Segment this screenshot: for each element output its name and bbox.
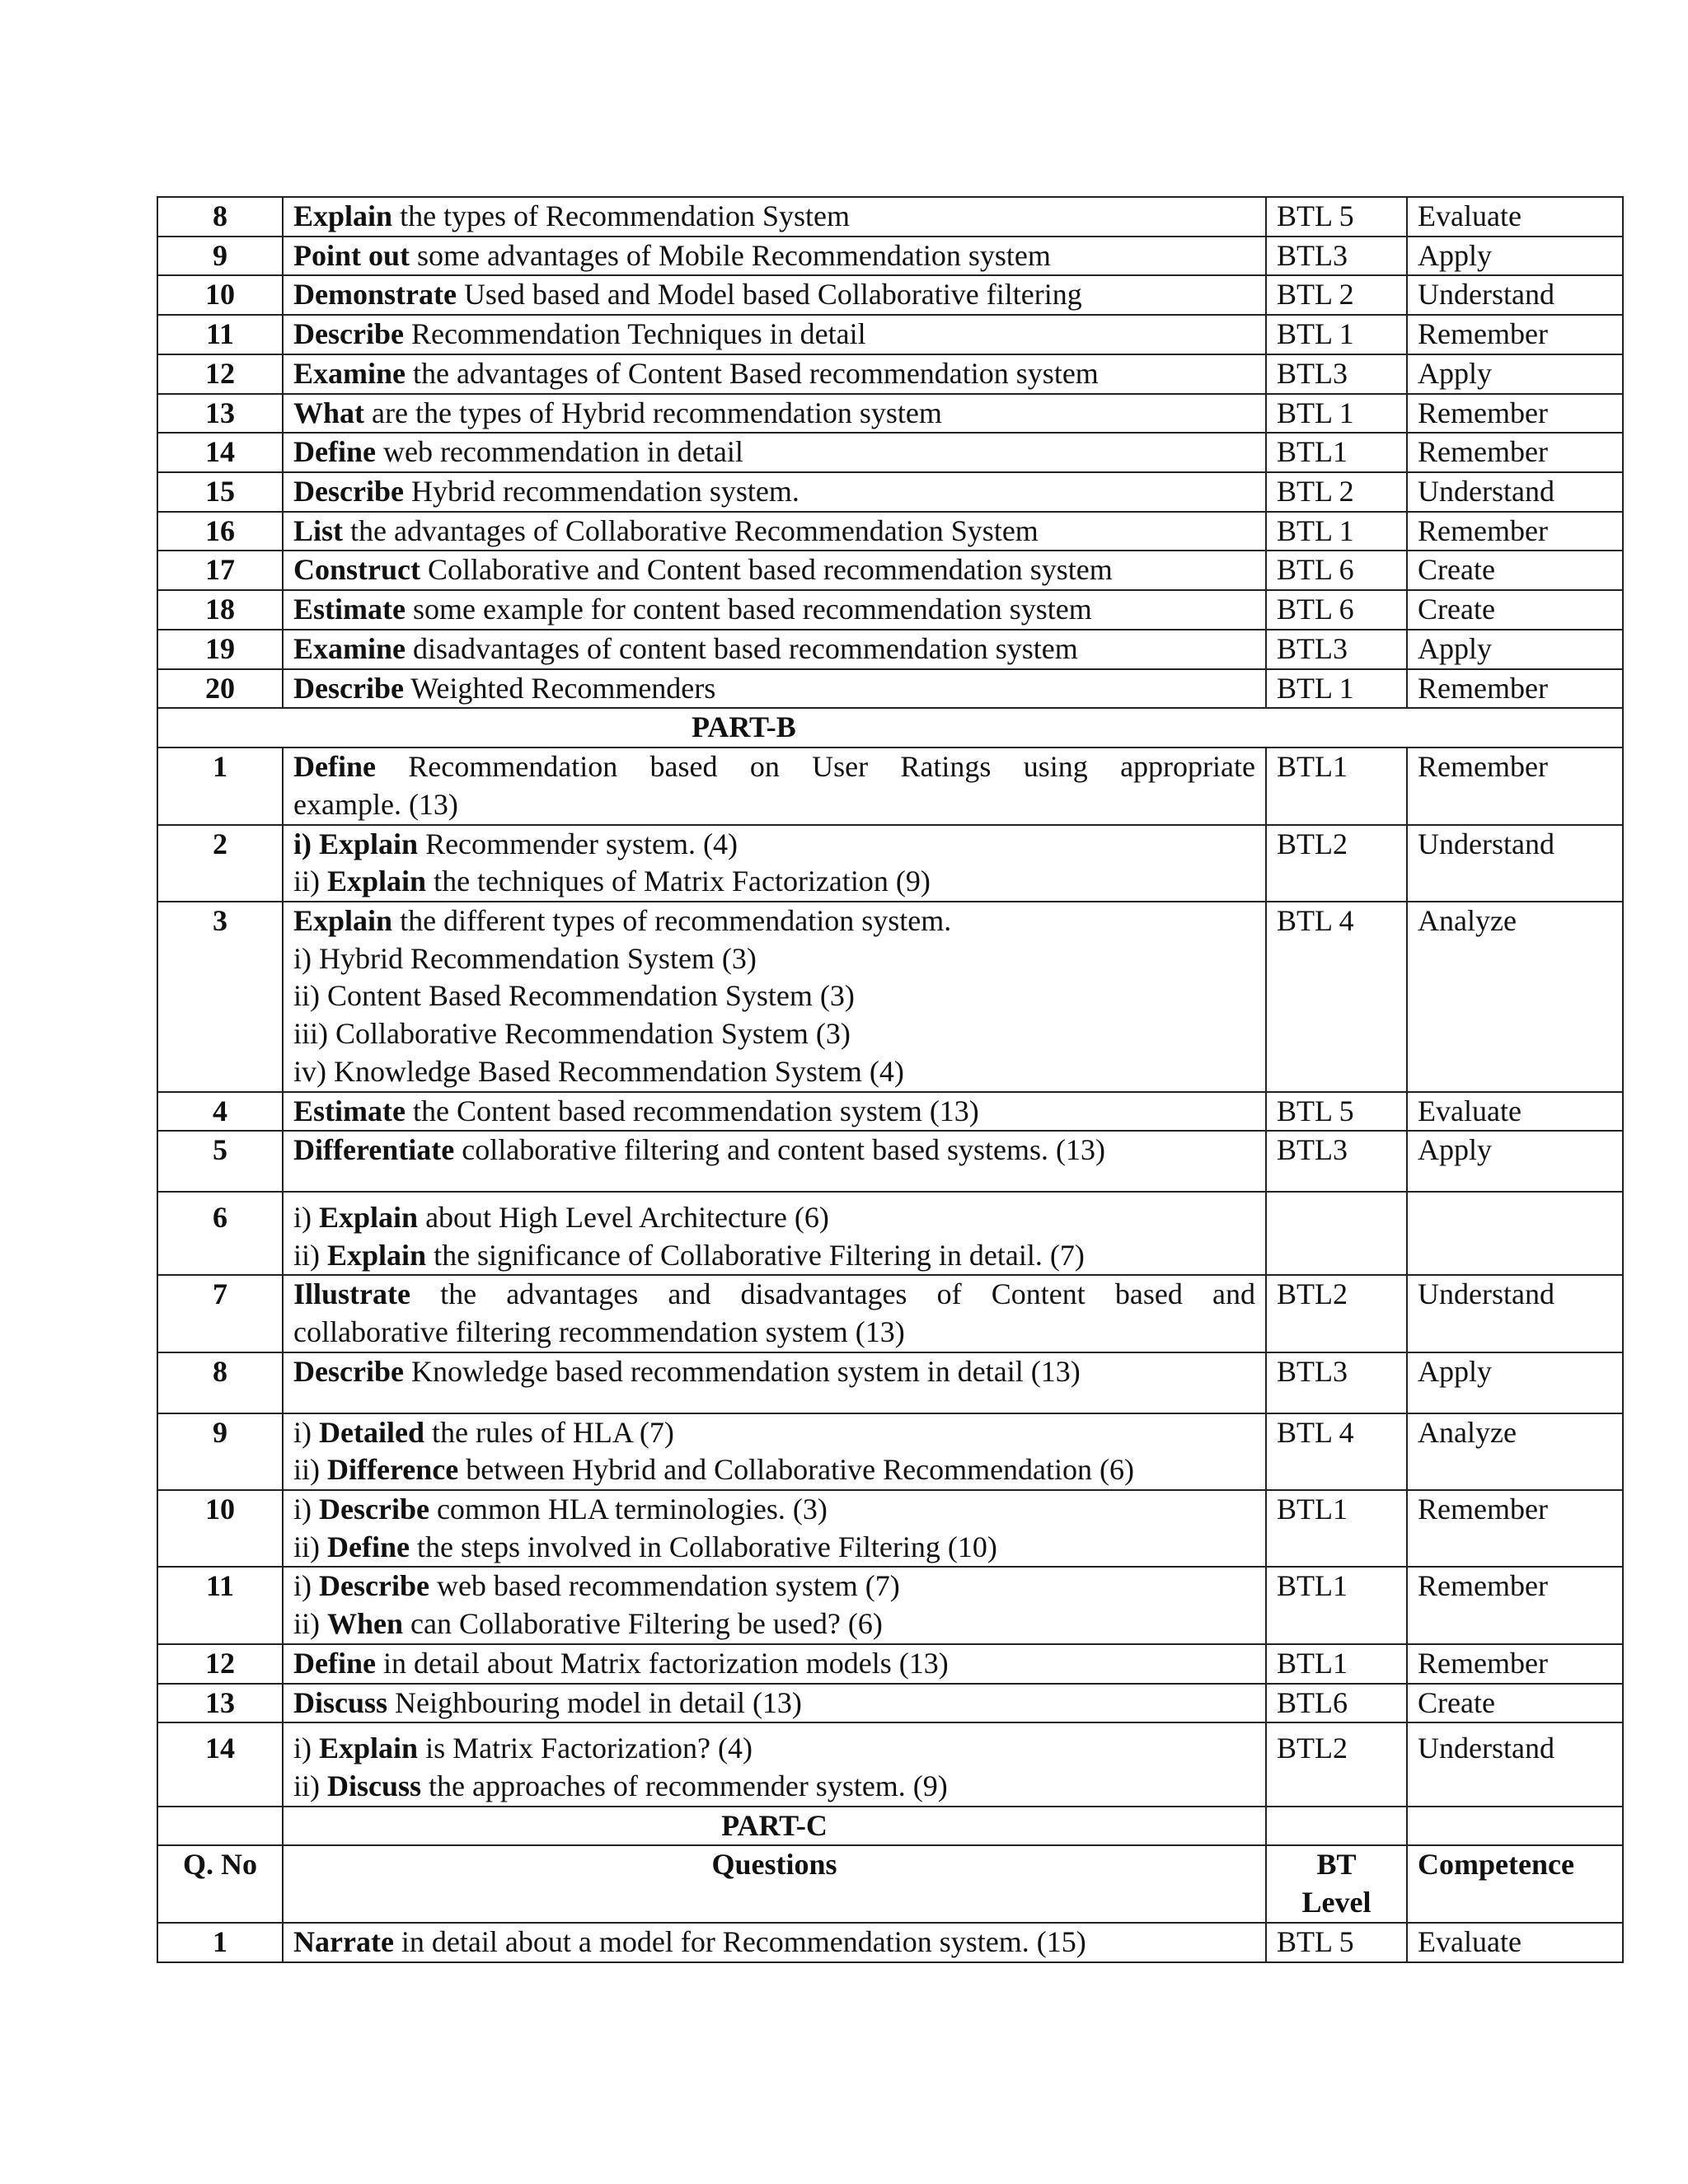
question-line (293, 1768, 1255, 1806)
question-number: 12 (157, 354, 283, 394)
question-rest: can Collaborative Filtering be used? (6) (403, 1607, 883, 1641)
question-prefix: i) (293, 1732, 319, 1765)
question-number: 10 (157, 1490, 283, 1567)
table-row (157, 1092, 1623, 1132)
question-number: 9 (157, 237, 283, 276)
question-text (283, 197, 1266, 237)
question-rest: example. (13) (293, 787, 458, 821)
question-verb: Define (327, 1530, 410, 1563)
competence: Apply (1407, 630, 1623, 669)
question-prefix: ii) (293, 1453, 327, 1487)
question-verb: Describe (293, 317, 404, 351)
question-line (293, 1132, 1255, 1169)
header-competence: Competence (1407, 1845, 1623, 1922)
bt-level: BTL 1 (1266, 669, 1407, 709)
competence: Apply (1407, 354, 1623, 394)
competence: Apply (1407, 1352, 1623, 1413)
competence: Understand (1407, 1275, 1623, 1352)
question-number: 9 (157, 1413, 283, 1490)
question-line (293, 1924, 1255, 1961)
bt-level: BTL3 (1266, 1131, 1407, 1192)
question-verb: Discuss (327, 1769, 422, 1803)
question-verb: Describe (319, 1569, 429, 1603)
question-text (283, 748, 1266, 824)
part-b-heading-row (157, 708, 1623, 748)
question-rest: in detail about Matrix factorization models (13) (375, 1646, 949, 1680)
bt-level: BTL 5 (1266, 197, 1407, 237)
question-line (293, 1491, 1255, 1529)
part-c-title: PART-C (721, 1808, 828, 1842)
table-row (157, 472, 1623, 512)
question-text (283, 1567, 1266, 1643)
table-row (157, 590, 1623, 630)
question-rest: the approaches of recommender system. (9) (421, 1769, 948, 1803)
question-number: 15 (157, 472, 283, 512)
question-number: 7 (157, 1275, 283, 1352)
question-verb: Explain (293, 903, 393, 937)
table-row (157, 1684, 1623, 1723)
competence: Understand (1407, 472, 1623, 512)
header-questions: Questions (283, 1845, 1266, 1922)
question-rest: between Hybrid and Collaborative Recommendation (6) (458, 1453, 1135, 1487)
competence: Remember (1407, 1567, 1623, 1643)
bt-level: BTL2 (1266, 825, 1407, 902)
competence: Remember (1407, 1644, 1623, 1684)
question-line (293, 1529, 1255, 1567)
question-rest: i) Hybrid Recommendation System (3) (293, 941, 757, 975)
question-text (283, 825, 1266, 902)
table-row (157, 354, 1623, 394)
question-verb: Explain (293, 199, 393, 232)
question-verb: Illustrate (293, 1277, 410, 1311)
question-verb: Describe (293, 475, 404, 509)
bt-level: BTL 2 (1266, 472, 1407, 512)
competence: Evaluate (1407, 1923, 1623, 1962)
question-number: 5 (157, 1131, 283, 1192)
question-text (283, 1923, 1266, 1962)
question-text (283, 275, 1266, 315)
question-verb: Explain (327, 865, 427, 898)
question-rest: common HLA terminologies. (3) (429, 1493, 828, 1526)
bt-level: BTL 6 (1266, 590, 1407, 630)
question-number: 16 (157, 512, 283, 551)
table-row (157, 1567, 1623, 1643)
question-line (293, 591, 1255, 629)
competence: Apply (1407, 1131, 1623, 1192)
question-number: 4 (157, 1092, 283, 1132)
question-line (293, 670, 1255, 708)
question-rest: the techniques of Matrix Factorization (9) (426, 865, 931, 898)
question-prefix: i) (293, 1200, 319, 1234)
question-rest: iv) Knowledge Based Recommendation System (4) (293, 1054, 904, 1088)
question-text (283, 1352, 1266, 1413)
question-line (293, 1053, 1255, 1091)
part-c-heading-cell (283, 1807, 1266, 1846)
question-line (293, 863, 1255, 901)
question-rest: the steps involved in Collaborative Filtering (10) (409, 1530, 997, 1563)
question-rest: collaborative filtering recommendation system (13) (293, 1315, 905, 1349)
question-text (283, 1275, 1266, 1352)
question-text (283, 1131, 1266, 1192)
table-row (157, 1131, 1623, 1192)
question-prefix: i) (293, 1493, 319, 1526)
question-number: 13 (157, 1684, 283, 1723)
competence: Analyze (1407, 902, 1623, 1092)
question-rest: Neighbouring model in detail (13) (387, 1685, 802, 1719)
bt-level: BTL3 (1266, 1352, 1407, 1413)
question-verb: Discuss (293, 1685, 388, 1719)
table-row (157, 1413, 1623, 1490)
part-b-heading-cell (157, 708, 1623, 748)
question-text (283, 1092, 1266, 1132)
question-text (283, 1644, 1266, 1684)
question-rest: web recommendation in detail (375, 435, 743, 469)
question-verb: List (293, 513, 344, 547)
question-text (283, 394, 1266, 434)
question-line (293, 977, 1255, 1015)
table-row (157, 630, 1623, 669)
question-number: 1 (157, 748, 283, 824)
question-rest: ii) Content Based Recommendation System (3) (293, 979, 855, 1013)
competence: Create (1407, 590, 1623, 630)
question-rest: the significance of Collaborative Filtering in detail. (7) (426, 1238, 1085, 1272)
question-rest: Recommendation based on User Ratings using appropriate (375, 750, 1255, 784)
question-verb: i) Explain (293, 827, 419, 860)
bt-level: BTL6 (1266, 1684, 1407, 1723)
question-verb: Difference (327, 1453, 459, 1487)
question-line (293, 1645, 1255, 1683)
question-text (283, 433, 1266, 472)
question-line (293, 1414, 1255, 1452)
question-prefix: ii) (293, 1530, 327, 1563)
competence (1407, 1192, 1623, 1275)
question-line (293, 513, 1255, 551)
question-line (293, 237, 1255, 275)
question-rest: Collaborative and Content based recommendation system (420, 553, 1113, 587)
question-number: 2 (157, 825, 283, 902)
question-rest: some example for content based recommendation system (405, 593, 1092, 626)
bt-level: BTL1 (1266, 1644, 1407, 1684)
bt-level: BTL 1 (1266, 394, 1407, 434)
question-text (283, 1490, 1266, 1567)
part-b-body (157, 708, 1623, 1806)
question-verb: Define (293, 750, 376, 784)
question-line (293, 940, 1255, 978)
question-verb: Explain (319, 1732, 419, 1765)
question-verb: Examine (293, 631, 406, 665)
part-c-heading-empty-qno (157, 1807, 283, 1846)
competence: Remember (1407, 394, 1623, 434)
competence: Understand (1407, 1722, 1623, 1806)
part-b-title: PART-B (692, 710, 796, 744)
table-row (157, 669, 1623, 709)
question-rest: Hybrid recommendation system. (403, 475, 799, 509)
competence: Understand (1407, 825, 1623, 902)
table-row (157, 1722, 1623, 1806)
part-c-heading-empty-level (1266, 1807, 1407, 1846)
question-verb: Narrate (293, 1924, 394, 1958)
question-line (293, 434, 1255, 471)
question-number: 12 (157, 1644, 283, 1684)
question-text (283, 669, 1266, 709)
question-text (283, 315, 1266, 354)
question-line (293, 1353, 1255, 1391)
question-bank-table (157, 196, 1624, 1963)
bt-level: BTL1 (1266, 433, 1407, 472)
table-row (157, 315, 1623, 354)
competence: Remember (1407, 512, 1623, 551)
question-rest: are the types of Hybrid recommendation system (364, 396, 942, 429)
question-text (283, 551, 1266, 590)
table-row (157, 1352, 1623, 1413)
question-number: 20 (157, 669, 283, 709)
competence: Remember (1407, 669, 1623, 709)
question-rest: disadvantages of content based recommendation system (406, 631, 1078, 665)
bt-level: BTL3 (1266, 237, 1407, 276)
question-number: 13 (157, 394, 283, 434)
question-line (293, 1568, 1255, 1605)
question-rest: the types of Recommendation System (392, 199, 850, 232)
bt-level: BTL1 (1266, 1490, 1407, 1567)
part-c-heading-empty-competence (1407, 1807, 1623, 1846)
question-number: 18 (157, 590, 283, 630)
bt-level: BTL1 (1266, 748, 1407, 824)
question-verb: Estimate (293, 593, 406, 626)
table-row (157, 394, 1623, 434)
table-row (157, 825, 1623, 902)
header-qno: Q. No (157, 1845, 283, 1922)
question-rest: the different types of recommendation system. (392, 903, 952, 937)
question-number: 11 (157, 315, 283, 354)
question-rest: the advantages of Collaborative Recommendation System (343, 513, 1039, 547)
competence: Evaluate (1407, 1092, 1623, 1132)
question-rest: is Matrix Factorization? (4) (418, 1732, 753, 1765)
question-prefix: ii) (293, 865, 327, 898)
bt-level: BTL 2 (1266, 275, 1407, 315)
question-text (283, 1413, 1266, 1490)
question-number: 8 (157, 1352, 283, 1413)
question-verb: Define (293, 1646, 376, 1680)
bt-level: BTL 6 (1266, 551, 1407, 590)
question-verb: Point out (293, 238, 410, 272)
question-line (293, 276, 1255, 314)
question-line (293, 1730, 1255, 1768)
bt-level: BTL 4 (1266, 902, 1407, 1092)
question-text (283, 630, 1266, 669)
competence: Evaluate (1407, 197, 1623, 237)
table-row (157, 1192, 1623, 1275)
table-row (157, 1644, 1623, 1684)
table-row (157, 197, 1623, 237)
question-prefix: i) (293, 1415, 319, 1449)
question-line (293, 316, 1255, 354)
table-row (157, 512, 1623, 551)
question-text (283, 1722, 1266, 1806)
question-line (293, 1276, 1255, 1314)
question-rest: in detail about a model for Recommendation system. (15) (393, 1924, 1086, 1958)
question-text (283, 237, 1266, 276)
question-line (293, 902, 1255, 940)
competence: Analyze (1407, 1413, 1623, 1490)
question-rest: the advantages and disadvantages of Content based and (410, 1277, 1255, 1311)
question-line (293, 748, 1255, 786)
table-row (157, 1490, 1623, 1567)
competence: Remember (1407, 315, 1623, 354)
question-rest: Used based and Model based Collaborative filtering (456, 278, 1082, 312)
question-rest: the advantages of Content Based recommendation system (406, 356, 1099, 390)
question-rest: collaborative filtering and content based systems. (13) (454, 1133, 1106, 1167)
question-line (293, 473, 1255, 511)
question-line (293, 1199, 1255, 1237)
bt-level: BTL 5 (1266, 1923, 1407, 1962)
competence: Apply (1407, 237, 1623, 276)
table-row (157, 551, 1623, 590)
bt-level: BTL 4 (1266, 1413, 1407, 1490)
table-row (157, 237, 1623, 276)
question-rest: Recommender system. (4) (418, 827, 738, 860)
question-line (293, 1015, 1255, 1053)
question-line (293, 1237, 1255, 1275)
bt-level: BTL 5 (1266, 1092, 1407, 1132)
question-line (293, 395, 1255, 433)
question-line (293, 630, 1255, 668)
question-text (283, 902, 1266, 1092)
question-rest: about High Level Architecture (6) (418, 1200, 829, 1234)
question-prefix: ii) (293, 1769, 327, 1803)
question-rest: some advantages of Mobile Recommendation system (410, 238, 1051, 272)
bt-level: BTL2 (1266, 1275, 1407, 1352)
question-line (293, 198, 1255, 236)
question-number: 19 (157, 630, 283, 669)
question-verb: Detailed (319, 1415, 424, 1449)
question-verb: Define (293, 435, 376, 469)
table-row (157, 1275, 1623, 1352)
part-c-heading-row (157, 1807, 1623, 1846)
question-number: 14 (157, 433, 283, 472)
question-rest: the rules of HLA (7) (424, 1415, 674, 1449)
question-number: 10 (157, 275, 283, 315)
competence: Understand (1407, 275, 1623, 315)
competence: Create (1407, 1684, 1623, 1723)
question-verb: Demonstrate (293, 278, 457, 312)
question-verb: Estimate (293, 1094, 406, 1127)
header-bt-level-line1: BT (1316, 1848, 1357, 1882)
bt-level: BTL 1 (1266, 315, 1407, 354)
bt-level: BTL3 (1266, 354, 1407, 394)
question-number: 11 (157, 1567, 283, 1643)
question-verb: Examine (293, 356, 406, 390)
question-line (293, 786, 1255, 824)
question-number: 8 (157, 197, 283, 237)
bt-level: BTL 1 (1266, 512, 1407, 551)
question-text (283, 472, 1266, 512)
question-text (283, 1192, 1266, 1275)
question-line (293, 1605, 1255, 1643)
question-rest: Recommendation Techniques in detail (403, 317, 866, 351)
competence: Remember (1407, 748, 1623, 824)
question-verb: Explain (319, 1200, 419, 1234)
question-verb: What (293, 396, 365, 429)
question-verb: Construct (293, 553, 420, 587)
question-number: 14 (157, 1722, 283, 1806)
question-line (293, 551, 1255, 589)
bt-level: BTL2 (1266, 1722, 1407, 1806)
question-line (293, 355, 1255, 393)
question-number: 1 (157, 1923, 283, 1962)
header-bt-level-line2: Level (1301, 1886, 1372, 1919)
question-verb: Describe (319, 1493, 429, 1526)
question-verb: Differentiate (293, 1133, 455, 1167)
table-row (157, 748, 1623, 824)
question-rest: the Content based recommendation system (13) (405, 1094, 979, 1127)
question-rest: iii) Collaborative Recommendation System (3) (293, 1017, 851, 1051)
question-line (293, 1314, 1255, 1352)
question-rest: web based recommendation system (7) (429, 1569, 900, 1603)
header-bt-level (1266, 1845, 1407, 1922)
question-verb: Explain (327, 1238, 427, 1272)
competence: Create (1407, 551, 1623, 590)
question-line (293, 1685, 1255, 1722)
competence: Remember (1407, 1490, 1623, 1567)
bt-level (1266, 1192, 1407, 1275)
question-verb: Describe (293, 671, 404, 705)
question-number: 17 (157, 551, 283, 590)
question-verb: When (327, 1607, 404, 1641)
question-line (293, 1451, 1255, 1489)
bt-level: BTL1 (1266, 1567, 1407, 1643)
question-line (293, 826, 1255, 864)
question-text (283, 512, 1266, 551)
part-c-body (157, 1807, 1623, 1962)
question-text (283, 590, 1266, 630)
question-text (283, 1684, 1266, 1723)
question-text (283, 354, 1266, 394)
question-prefix: ii) (293, 1238, 327, 1272)
question-prefix: i) (293, 1569, 319, 1603)
question-rest: Weighted Recommenders (403, 671, 716, 705)
question-verb: Describe (293, 1354, 404, 1388)
question-line (293, 1093, 1255, 1131)
competence: Remember (1407, 433, 1623, 472)
table-row (157, 1923, 1623, 1962)
question-number: 3 (157, 902, 283, 1092)
part-c-header-row (157, 1845, 1623, 1922)
question-prefix: ii) (293, 1607, 327, 1641)
table-row (157, 275, 1623, 315)
bt-level: BTL3 (1266, 630, 1407, 669)
table-row (157, 902, 1623, 1092)
table-row (157, 433, 1623, 472)
question-rest: Knowledge based recommendation system in detail (13) (403, 1354, 1081, 1388)
question-number: 6 (157, 1192, 283, 1275)
part-a-body (157, 197, 1623, 708)
